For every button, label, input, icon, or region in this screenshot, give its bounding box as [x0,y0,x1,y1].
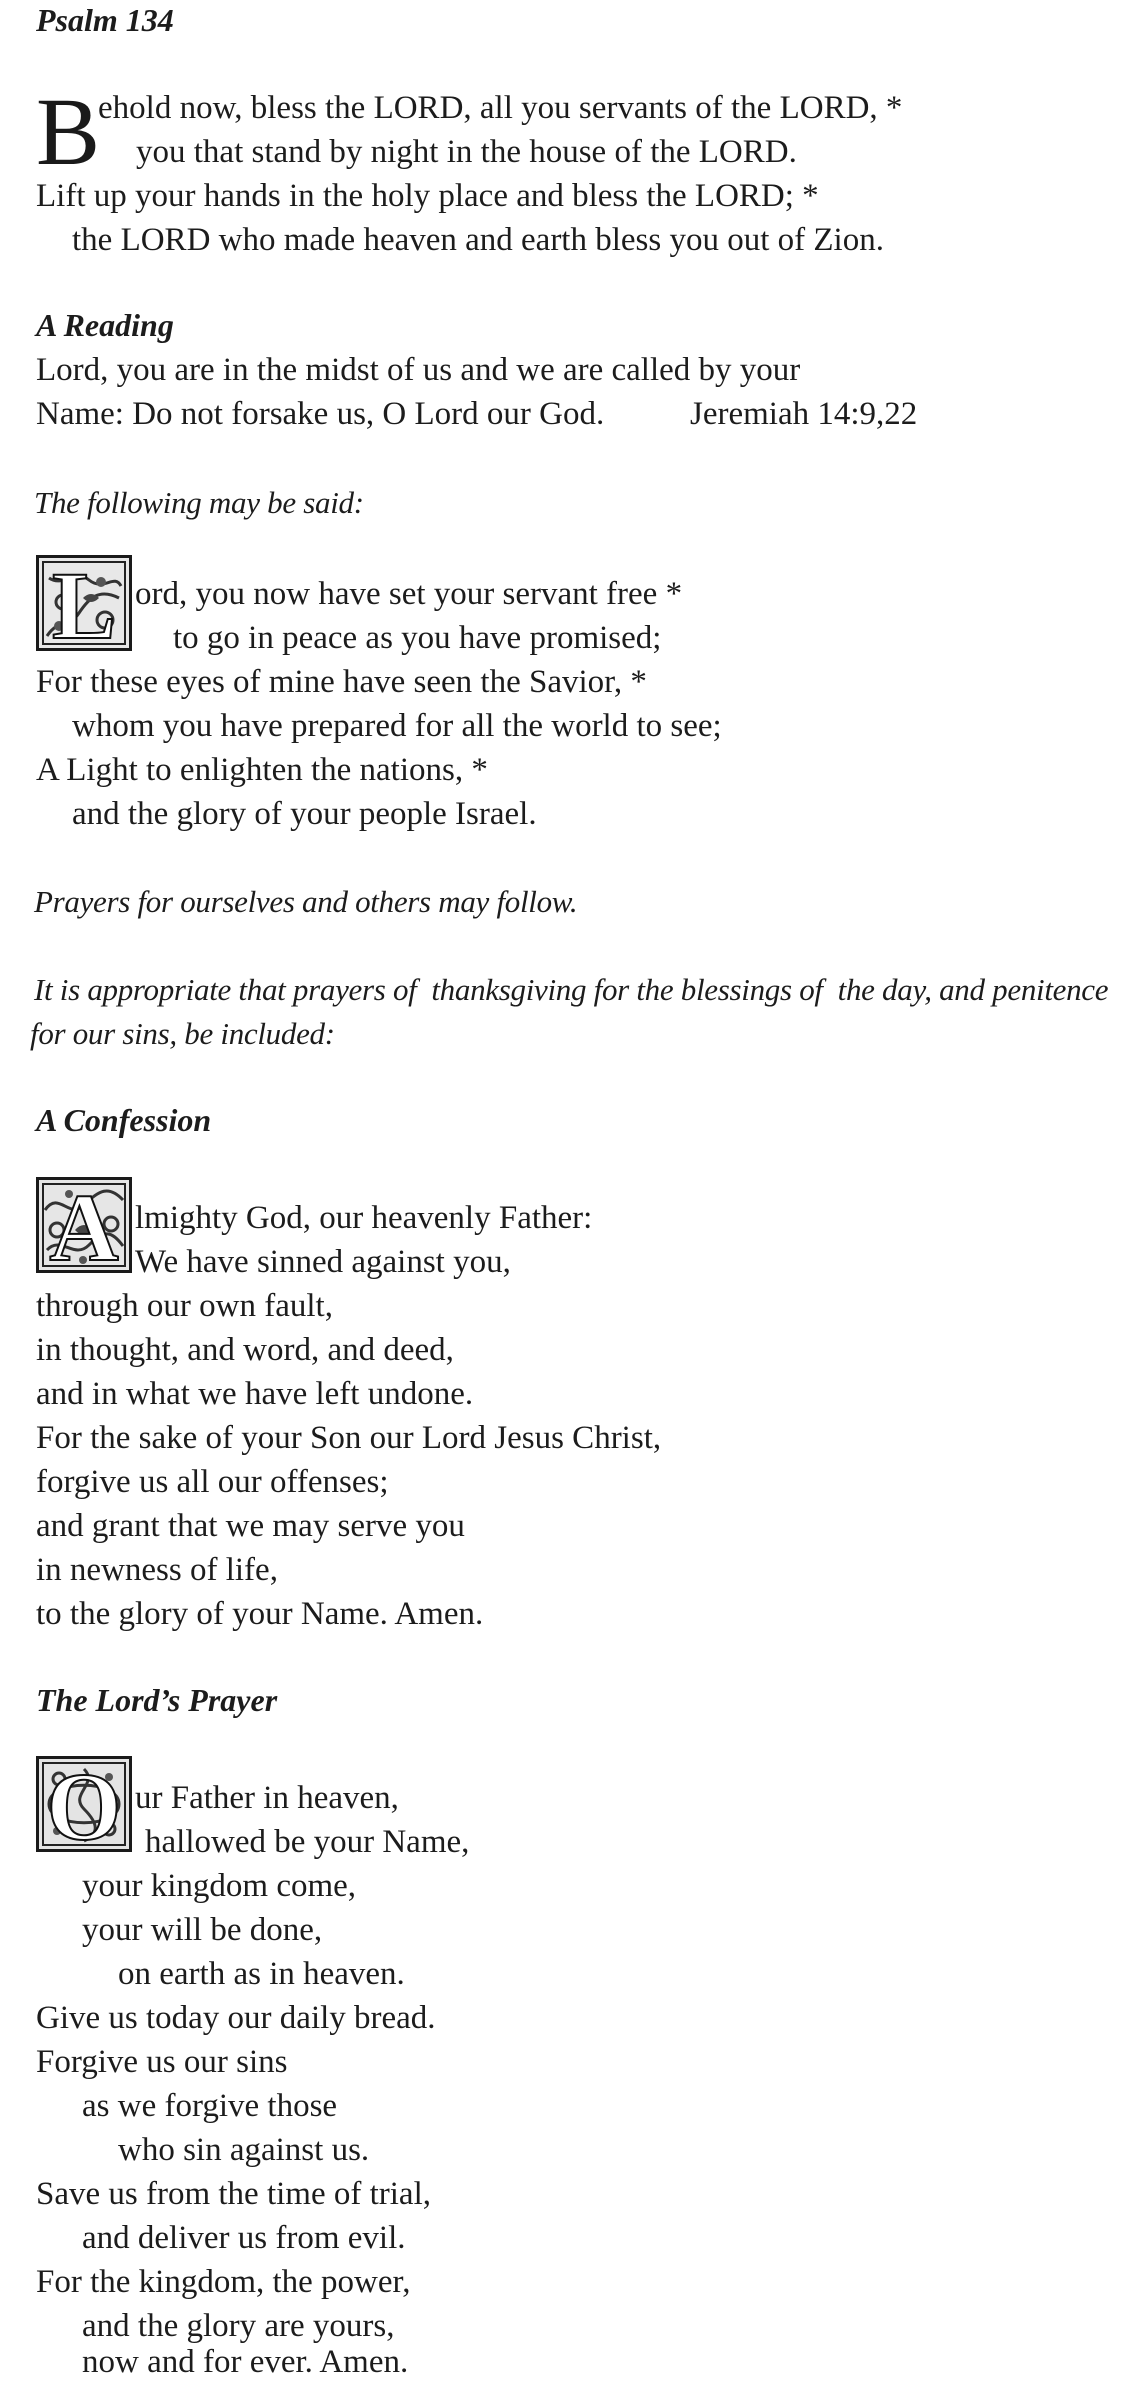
ornamental-initial-a [36,1177,132,1273]
canticle-line: and the glory of your people Israel. [72,796,537,832]
confession-line: in newness of life, [36,1552,278,1588]
ornamental-initial-letter: O [46,1756,122,1852]
confession-line: For the sake of your Son our Lord Jesus Christ, [36,1420,662,1456]
canticle-line: For these eyes of mine have seen the Savior, * [36,664,647,700]
prayer-line: on earth as in heaven. [118,1956,405,1992]
confession-line: in thought, and word, and deed, [36,1332,454,1368]
psalm-line: you that stand by night in the house of the LORD. [136,134,797,170]
prayer-line: your kingdom come, [82,1868,357,1904]
confession-line: We have sinned against you, [135,1244,511,1280]
thanksgiving-rubric: for our sins, be included: [30,1016,335,1051]
ornamental-initial-letter: L [51,555,117,651]
confession-line: lmighty God, our heavenly Father: [135,1200,593,1236]
prayers-rubric: Prayers for ourselves and others may follow. [34,884,578,919]
confession-line: and grant that we may serve you [36,1508,465,1544]
lords-prayer-title: The Lord’s Prayer [36,1682,278,1718]
canticle-line: ord, you now have set your servant free * [135,576,683,612]
reading-line: Lord, you are in the midst of us and we are called by your [36,352,801,388]
prayer-line: Give us today our daily bread. [36,2000,436,2036]
thanksgiving-rubric: It is appropriate that prayers of thanksgiving for the blessings of the day, and penitence [34,972,1109,1007]
prayer-line: For the kingdom, the power, [36,2264,411,2300]
prayer-line: and deliver us from evil. [82,2220,406,2256]
prayer-line: Save us from the time of trial, [36,2176,431,2212]
prayer-line: and the glory are yours, [82,2308,395,2344]
ornamental-initial-letter: A [49,1177,119,1273]
canticle-line: to go in peace as you have promised; [173,620,662,656]
prayer-line: who sin against us. [118,2132,370,2168]
prayer-line: your will be done, [82,1912,323,1948]
prayer-line: as we forgive those [82,2088,338,2124]
canticle-rubric: The following may be said: [34,485,364,520]
psalm-line: Lift up your hands in the holy place and bless the LORD; * [36,178,819,214]
confession-line: to the glory of your Name. Amen. [36,1596,484,1632]
reading-citation: Jeremiah 14:9,22 [690,396,918,432]
psalm-title: Psalm 134 [36,2,174,38]
canticle-line: whom you have prepared for all the world to see; [72,708,722,744]
psalm-drop-cap: B [36,78,101,185]
prayer-line: ur Father in heaven, [135,1780,399,1816]
ornamental-initial-l [36,555,132,651]
reading-title: A Reading [36,307,174,343]
canticle-line: A Light to enlighten the nations, * [36,752,488,788]
prayer-line: hallowed be your Name, [145,1824,470,1860]
confession-line: through our own fault, [36,1288,333,1324]
confession-title: A Confession [36,1102,212,1138]
psalm-line: ehold now, bless the LORD, all you servants of the LORD, * [98,90,903,126]
psalm-line: the LORD who made heaven and earth bless you out of Zion. [72,222,884,258]
prayer-line: now and for ever. Amen. [82,2344,409,2380]
ornamental-initial-o [36,1756,132,1852]
reading-line: Name: Do not forsake us, O Lord our God. [36,396,605,432]
prayer-line: Forgive us our sins [36,2044,288,2080]
confession-line: forgive us all our offenses; [36,1464,389,1500]
confession-line: and in what we have left undone. [36,1376,474,1412]
